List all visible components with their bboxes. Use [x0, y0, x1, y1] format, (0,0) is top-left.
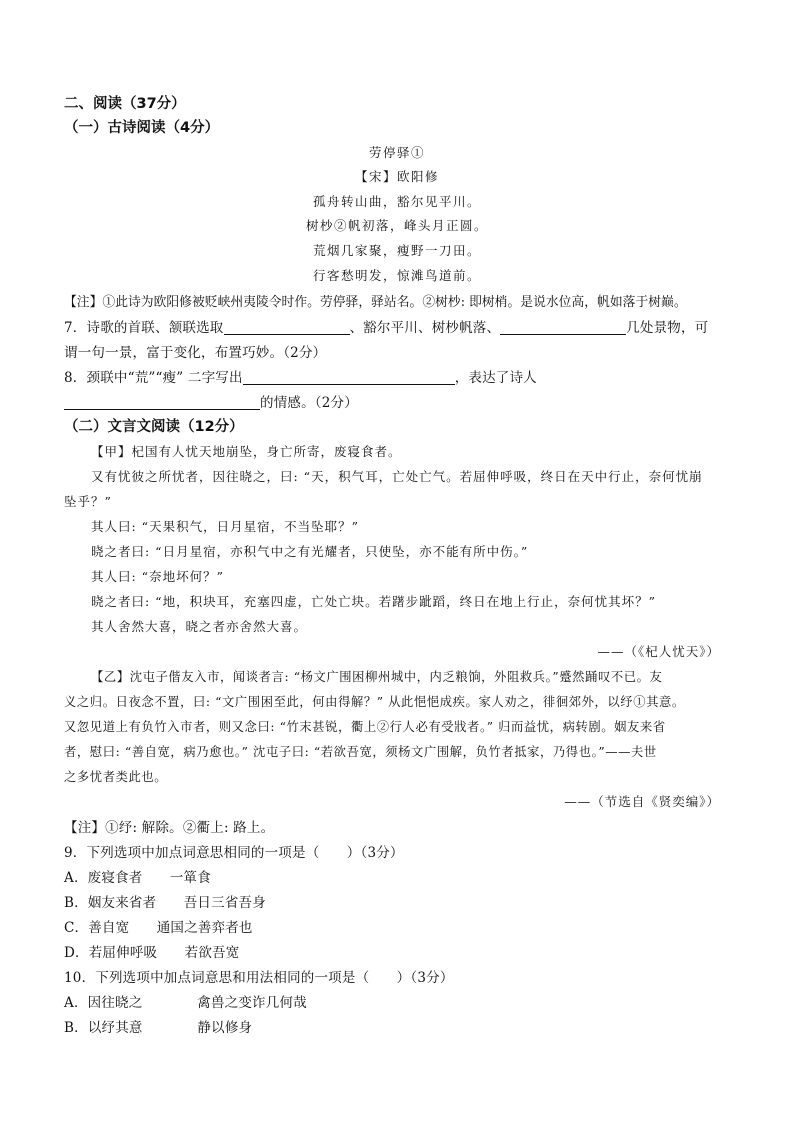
question-7-line-1 — [64, 316, 708, 336]
poem-line-1: 孤舟转山曲，豁尔见平川。 — [312, 194, 481, 209]
q7-blank-2[interactable] — [500, 320, 626, 335]
question-8-line-1 — [64, 366, 537, 386]
jia-line-4: 其人曰: “天果积气，日月星宿，不当坠耶？” — [91, 519, 359, 534]
q7-text-a: 7．诗歌的首联、颔联选取 — [64, 320, 224, 336]
q8-blank-1[interactable] — [243, 370, 455, 385]
jia-line-2: 又有忧彼之所忧者，因往晓之，曰: “天，积气耳，亡处亡气。若屈伸呼吸，终日在天中行止，奈何忧崩 — [91, 469, 703, 484]
poem-line-2: 树杪②帆初落，峰头月正圆。 — [305, 218, 488, 233]
q8-text-a: 8．颈联中“荒”“瘦” 二字写出 — [64, 370, 243, 386]
jia-line-7: 晓之者曰: “地，积块耳，充塞四虚，亡处亡块。若躇步跐蹈，终日在地上行止，奈何忧其坏？” — [91, 594, 656, 609]
q9-option-a[interactable]: A．废寝食者 一箪食 — [64, 870, 211, 886]
q9-option-d[interactable]: D．若屈伸呼吸 若欲吾宽 — [64, 945, 240, 961]
question-9: 9．下列选项中加点词意思相同的一项是（ ）（3分） — [64, 845, 404, 861]
question-10: 10．下列选项中加点词意思和用法相同的一项是（ ）（3分） — [64, 970, 454, 986]
q8-text-b: ，表达了诗人 — [454, 370, 537, 386]
poem-title: 劳停驿① — [368, 145, 425, 160]
yi-line-1: 【乙】沈屯子偕友入市，闻谈者言: “杨文广围困柳州城中，内乏粮饷，外阻救兵。”蹙然踊叹不已。友 — [91, 670, 663, 684]
question-7-line-2: 谓一句一景，富于变化，布置巧妙。（2分） — [64, 345, 327, 361]
jia-line-3: 坠乎？” — [64, 494, 112, 509]
poem-line-3: 荒烟几家聚，瘦野一刀田。 — [312, 243, 481, 258]
q10-option-a[interactable]: A．因往晓之 禽兽之变诈几何哉 — [64, 995, 307, 1011]
passage-note: 【注】①纾: 解除。②衢上: 路上。 — [64, 820, 275, 836]
q10-option-b[interactable]: B．以纾其意 静以修身 — [64, 1020, 253, 1036]
question-8-line-2 — [64, 391, 358, 411]
jia-line-6: 其人曰: “奈地坏何？” — [91, 569, 224, 584]
yi-line-5: 之多忧者类此也。 — [64, 770, 168, 784]
part2-title: （二）文言文阅读（12分） — [64, 419, 244, 435]
q8-text-c: 的情感。（2分） — [260, 395, 358, 411]
jia-line-5: 晓之者曰: “日月星宿，亦积气中之有光耀者，只使坠，亦不能有所中伤。” — [91, 544, 529, 559]
q7-text-b: 、豁尔平川、树杪帆落、 — [349, 320, 501, 336]
jia-line-8: 其人舍然大喜，晓之者亦舍然大喜。 — [91, 619, 308, 634]
yi-line-3: 又忽见道上有负竹入市者，则又念曰: “竹末甚锐，衢上②行人必有受戕者。” 归而益忧，病转剧。姻友来省 — [64, 720, 666, 734]
part1-title: （一）古诗阅读（4分） — [64, 120, 220, 136]
yi-line-2: 义之归。日夜念不置，曰: “文广围困至此，何由得解？” 从此悒悒成疾。家人劝之，徘徊郊外，以纾①其意。 — [64, 695, 685, 709]
q7-text-c: 几处景物，可 — [626, 320, 709, 336]
q7-blank-1[interactable] — [224, 320, 350, 335]
q8-blank-2[interactable] — [64, 395, 260, 410]
q9-option-c[interactable]: C．善自宽 通国之善弈者也 — [64, 920, 253, 936]
poem-line-4: 行客愁明发，惊滩鸟道前。 — [312, 268, 481, 283]
section-title: 二、阅读（37分） — [64, 96, 186, 112]
jia-source: ——（《杞人忧天》） — [597, 644, 720, 659]
yi-line-4: 者，慰曰: “善自宽，病乃愈也。” 沈屯子曰: “若欲吾宽，须杨文广围解，负竹者抵家，乃得也。”——夫世 — [64, 745, 657, 759]
yi-source: ——（节选自《贤奕编》） — [564, 794, 720, 809]
q9-option-b[interactable]: B．姻友来省者 吾日三省吾身 — [64, 895, 266, 911]
jia-line-1: 【甲】杞国有人忧天地崩坠，身亡所寄，废寝食者。 — [91, 444, 402, 459]
poem-author: 【宋】欧阳修 — [354, 169, 439, 184]
poem-note: 【注】①此诗为欧阳修被贬峡州夷陵令时作。劳停驿，驿站名。②树杪: 即树梢。是说水位高，帆如落于树巅。 — [64, 295, 687, 310]
